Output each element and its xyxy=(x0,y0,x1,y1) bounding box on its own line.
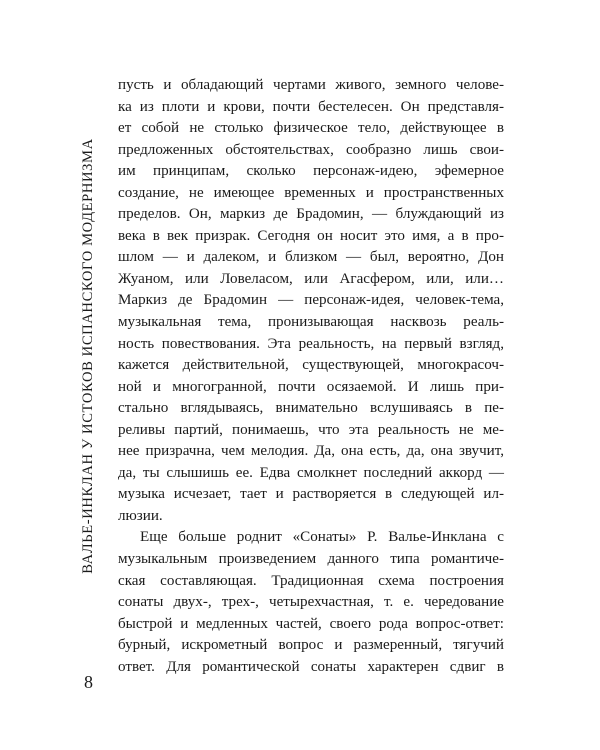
text-line: ность повествования. Эта реальность, на первый взгляд, xyxy=(118,335,504,352)
text-line: пусть и обладающий чертами живого, земного челове- xyxy=(118,77,504,93)
text-line: сонаты двух-, трех-, четырехчастная, т. е. чередование xyxy=(118,594,504,611)
body-text xyxy=(118,75,504,678)
text-line: да, ты слышишь ее. Едва смолкнет последний аккорд — xyxy=(118,464,504,481)
paragraph-2 xyxy=(118,527,504,678)
text-line: пределов. Он, маркиз де Брадомин, — блуждающий из xyxy=(118,206,504,223)
text-line: шлом — и далеком, и близком — был, вероятно, Дон xyxy=(118,249,504,266)
text-line: Маркиз де Брадомин — персонаж-идея, человек-тема, xyxy=(118,292,504,309)
text-line: нее призрачна, чем мелодия. Да, она есть, да, она звучит, xyxy=(118,443,504,460)
text-line: люзии. xyxy=(118,507,163,524)
text-line: Еще больше роднит «Сонаты» Р. Валье-Инклана с xyxy=(140,529,504,546)
text-line: ной и многогранной, почти осязаемой. И лишь при- xyxy=(118,378,504,395)
text-line: предложенных обстоятельствах, сообразно лишь свои- xyxy=(118,141,504,158)
text-line: кажется действительной, существующей, многокрасоч- xyxy=(118,357,504,374)
text-line: реливы партий, понимаешь, что эта реальность не ме- xyxy=(118,421,504,438)
text-line: стально вглядываясь, внимательно вслушиваясь в пе- xyxy=(118,400,504,417)
text-line: музыкальная тема, пронизывающая насквозь реаль- xyxy=(118,314,504,331)
text-line: им принципам, сколько персонаж-идею, эфемерное xyxy=(118,163,504,180)
page-number: 8 xyxy=(84,672,93,692)
text-line: ка из плоти и крови, почти бестелесен. Он представля- xyxy=(118,98,504,115)
running-head: ВАЛЬЕ-ИНКЛАН У ИСТОКОВ ИСПАНСКОГО МОДЕРНИЗМА xyxy=(80,138,96,574)
text-line: ская составляющая. Традиционная схема построения xyxy=(118,572,504,589)
text-line: музыкальным произведением данного типа романтиче- xyxy=(118,551,504,568)
text-line: быстрой и медленных частей, своего рода вопрос-ответ: xyxy=(118,615,504,632)
text-line: бурный, искрометный вопрос и размеренный, тягучий xyxy=(118,637,504,654)
text-line: Жуаном, или Ловеласом, или Агасфером, или, или… xyxy=(118,270,504,287)
paragraph-1 xyxy=(118,75,504,527)
text-line: создание, не имеющее временных и пространственных xyxy=(118,184,504,201)
text-line: ет собой не столько физическое тело, действующее в xyxy=(118,120,504,137)
text-line: века в век призрак. Сегодня он носит это имя, а в про- xyxy=(118,227,504,244)
text-line: музыка исчезает, тает и растворяется в следующей ил- xyxy=(118,486,504,503)
text-line: ответ. Для романтической сонаты характерен сдвиг в xyxy=(118,658,504,675)
